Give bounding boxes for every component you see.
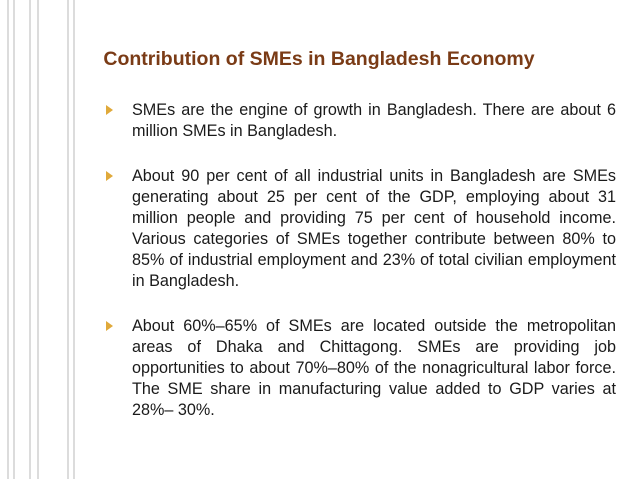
bullet-item	[104, 166, 616, 292]
bullet-text: About 60%–65% of SMEs are located outside the metropolitan areas of Dhaka and Chittagong. SMEs are providing job opportunities to about 70%–80% of the nonagricultural labor force. The SME share in manufacturing value added to GDP varies at 28%– 30%.	[132, 317, 616, 419]
bullet-text: About 90 per cent of all industrial units in Bangladesh are SMEs generating about 25 per cent of the GDP, employing about 31 million people and providing 75 per cent of household income. Various categories of SMEs together contribute between 80% to 85% of industrial employment and 23% of total civilian employment in Bangladesh.	[132, 167, 616, 290]
bullet-arrow-icon	[106, 105, 113, 115]
bullet-item	[104, 316, 616, 421]
bullet-list	[104, 100, 616, 445]
bullet-text: SMEs are the engine of growth in Bangladesh. There are about 6 million SMEs in Bangladesh.	[132, 101, 616, 140]
slide-title: Contribution of SMEs in Bangladesh Economy	[103, 48, 535, 70]
bullet-arrow-icon	[106, 171, 113, 181]
bullet-item	[104, 100, 616, 142]
bullet-arrow-icon	[106, 321, 113, 331]
